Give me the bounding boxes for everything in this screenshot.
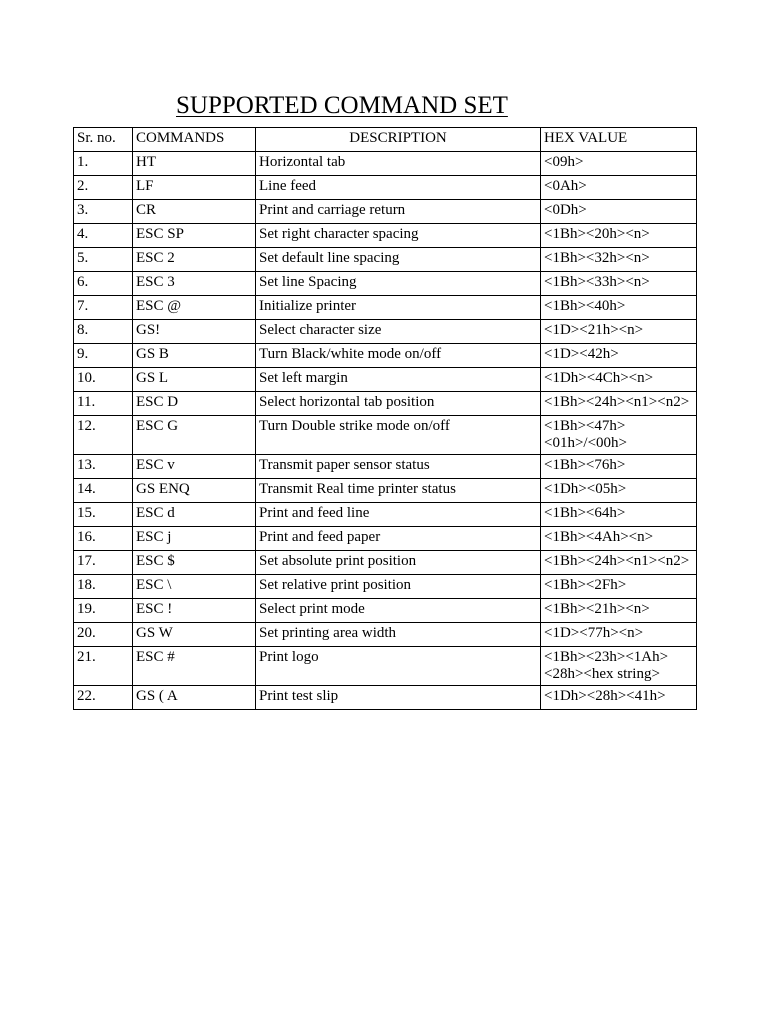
cell-sr-no: 9. [74,344,133,368]
cell-command: GS B [133,344,256,368]
cell-sr-no: 18. [74,575,133,599]
cell-sr-no: 1. [74,152,133,176]
cell-command: ESC @ [133,296,256,320]
cell-sr-no: 8. [74,320,133,344]
cell-sr-no: 11. [74,392,133,416]
cell-sr-no: 15. [74,503,133,527]
cell-sr-no: 20. [74,623,133,647]
header-description: DESCRIPTION [256,128,541,152]
cell-hex-value: <0Dh> [541,200,697,224]
cell-hex-value: <1Bh><21h><n> [541,599,697,623]
cell-description: Select character size [256,320,541,344]
cell-description: Set line Spacing [256,272,541,296]
cell-command: ESC ! [133,599,256,623]
cell-hex-value: <1D><42h> [541,344,697,368]
cell-command: HT [133,152,256,176]
table-row [74,392,697,416]
cell-description: Set left margin [256,368,541,392]
cell-hex-value: <1Bh><2Fh> [541,575,697,599]
cell-hex-value: <1Dh><28h><41h> [541,686,697,710]
cell-description: Print test slip [256,686,541,710]
cell-command: GS ENQ [133,479,256,503]
cell-command: ESC j [133,527,256,551]
table-row [74,599,697,623]
cell-hex-value: <1Bh><32h><n> [541,248,697,272]
cell-command: ESC v [133,455,256,479]
cell-hex-value: <1Bh><64h> [541,503,697,527]
cell-sr-no: 10. [74,368,133,392]
table-row [74,686,697,710]
cell-sr-no: 12. [74,416,133,455]
cell-description: Turn Double strike mode on/off [256,416,541,455]
table-row [74,455,697,479]
cell-description: Print logo [256,647,541,686]
cell-description: Select print mode [256,599,541,623]
cell-command: ESC d [133,503,256,527]
table-row [74,479,697,503]
cell-hex-value: <1Bh><76h> [541,455,697,479]
cell-hex-value: <1Dh><05h> [541,479,697,503]
cell-hex-value: <1Bh><33h><n> [541,272,697,296]
cell-description: Print and carriage return [256,200,541,224]
cell-command: ESC \ [133,575,256,599]
table-row [74,152,697,176]
cell-hex-value: <1D><77h><n> [541,623,697,647]
cell-sr-no: 19. [74,599,133,623]
table-row [74,647,697,686]
cell-description: Print and feed paper [256,527,541,551]
cell-description: Set right character spacing [256,224,541,248]
table-row [74,296,697,320]
cell-sr-no: 5. [74,248,133,272]
cell-hex-value: <1Bh><24h><n1><n2> [541,392,697,416]
cell-description: Transmit Real time printer status [256,479,541,503]
cell-command: ESC G [133,416,256,455]
page-title: SUPPORTED COMMAND SET [176,92,508,119]
table-row [74,551,697,575]
command-table [73,127,697,710]
cell-sr-no: 17. [74,551,133,575]
cell-hex-value: <1Bh><24h><n1><n2> [541,551,697,575]
header-hex-value: HEX VALUE [541,128,697,152]
cell-command: ESC 3 [133,272,256,296]
cell-sr-no: 14. [74,479,133,503]
cell-sr-no: 2. [74,176,133,200]
cell-hex-value: <1Bh><40h> [541,296,697,320]
cell-sr-no: 13. [74,455,133,479]
cell-hex-value: <1Dh><4Ch><n> [541,368,697,392]
cell-description: Initialize printer [256,296,541,320]
cell-hex-value: <0Ah> [541,176,697,200]
cell-hex-value: <1Bh><23h><1Ah><28h><hex string> [541,647,697,686]
table-row [74,503,697,527]
table-body [74,152,697,710]
table-row [74,368,697,392]
cell-command: GS L [133,368,256,392]
header-commands: COMMANDS [133,128,256,152]
header-sr-no: Sr. no. [74,128,133,152]
cell-command: LF [133,176,256,200]
cell-description: Turn Black/white mode on/off [256,344,541,368]
cell-sr-no: 21. [74,647,133,686]
cell-hex-value: <1D><21h><n> [541,320,697,344]
cell-command: ESC D [133,392,256,416]
cell-description: Set default line spacing [256,248,541,272]
table-row [74,416,697,455]
table-row [74,248,697,272]
cell-command: GS ( A [133,686,256,710]
table-row [74,272,697,296]
cell-description: Horizontal tab [256,152,541,176]
table-row [74,344,697,368]
cell-sr-no: 22. [74,686,133,710]
cell-description: Transmit paper sensor status [256,455,541,479]
cell-description: Line feed [256,176,541,200]
table-row [74,200,697,224]
cell-command: ESC SP [133,224,256,248]
cell-sr-no: 3. [74,200,133,224]
table-row [74,176,697,200]
table-row [74,527,697,551]
table-row [74,320,697,344]
cell-description: Set relative print position [256,575,541,599]
cell-description: Set printing area width [256,623,541,647]
cell-command: ESC # [133,647,256,686]
table-row [74,224,697,248]
cell-command: ESC 2 [133,248,256,272]
cell-hex-value: <09h> [541,152,697,176]
table-header-row [74,128,697,152]
cell-hex-value: <1Bh><20h><n> [541,224,697,248]
cell-command: ESC $ [133,551,256,575]
cell-command: GS W [133,623,256,647]
table-row [74,575,697,599]
cell-sr-no: 6. [74,272,133,296]
cell-description: Select horizontal tab position [256,392,541,416]
cell-description: Print and feed line [256,503,541,527]
table-row [74,623,697,647]
cell-sr-no: 16. [74,527,133,551]
cell-sr-no: 4. [74,224,133,248]
cell-description: Set absolute print position [256,551,541,575]
cell-hex-value: <1Bh><4Ah><n> [541,527,697,551]
cell-command: CR [133,200,256,224]
cell-sr-no: 7. [74,296,133,320]
cell-command: GS! [133,320,256,344]
cell-hex-value: <1Bh><47h><01h>/<00h> [541,416,697,455]
